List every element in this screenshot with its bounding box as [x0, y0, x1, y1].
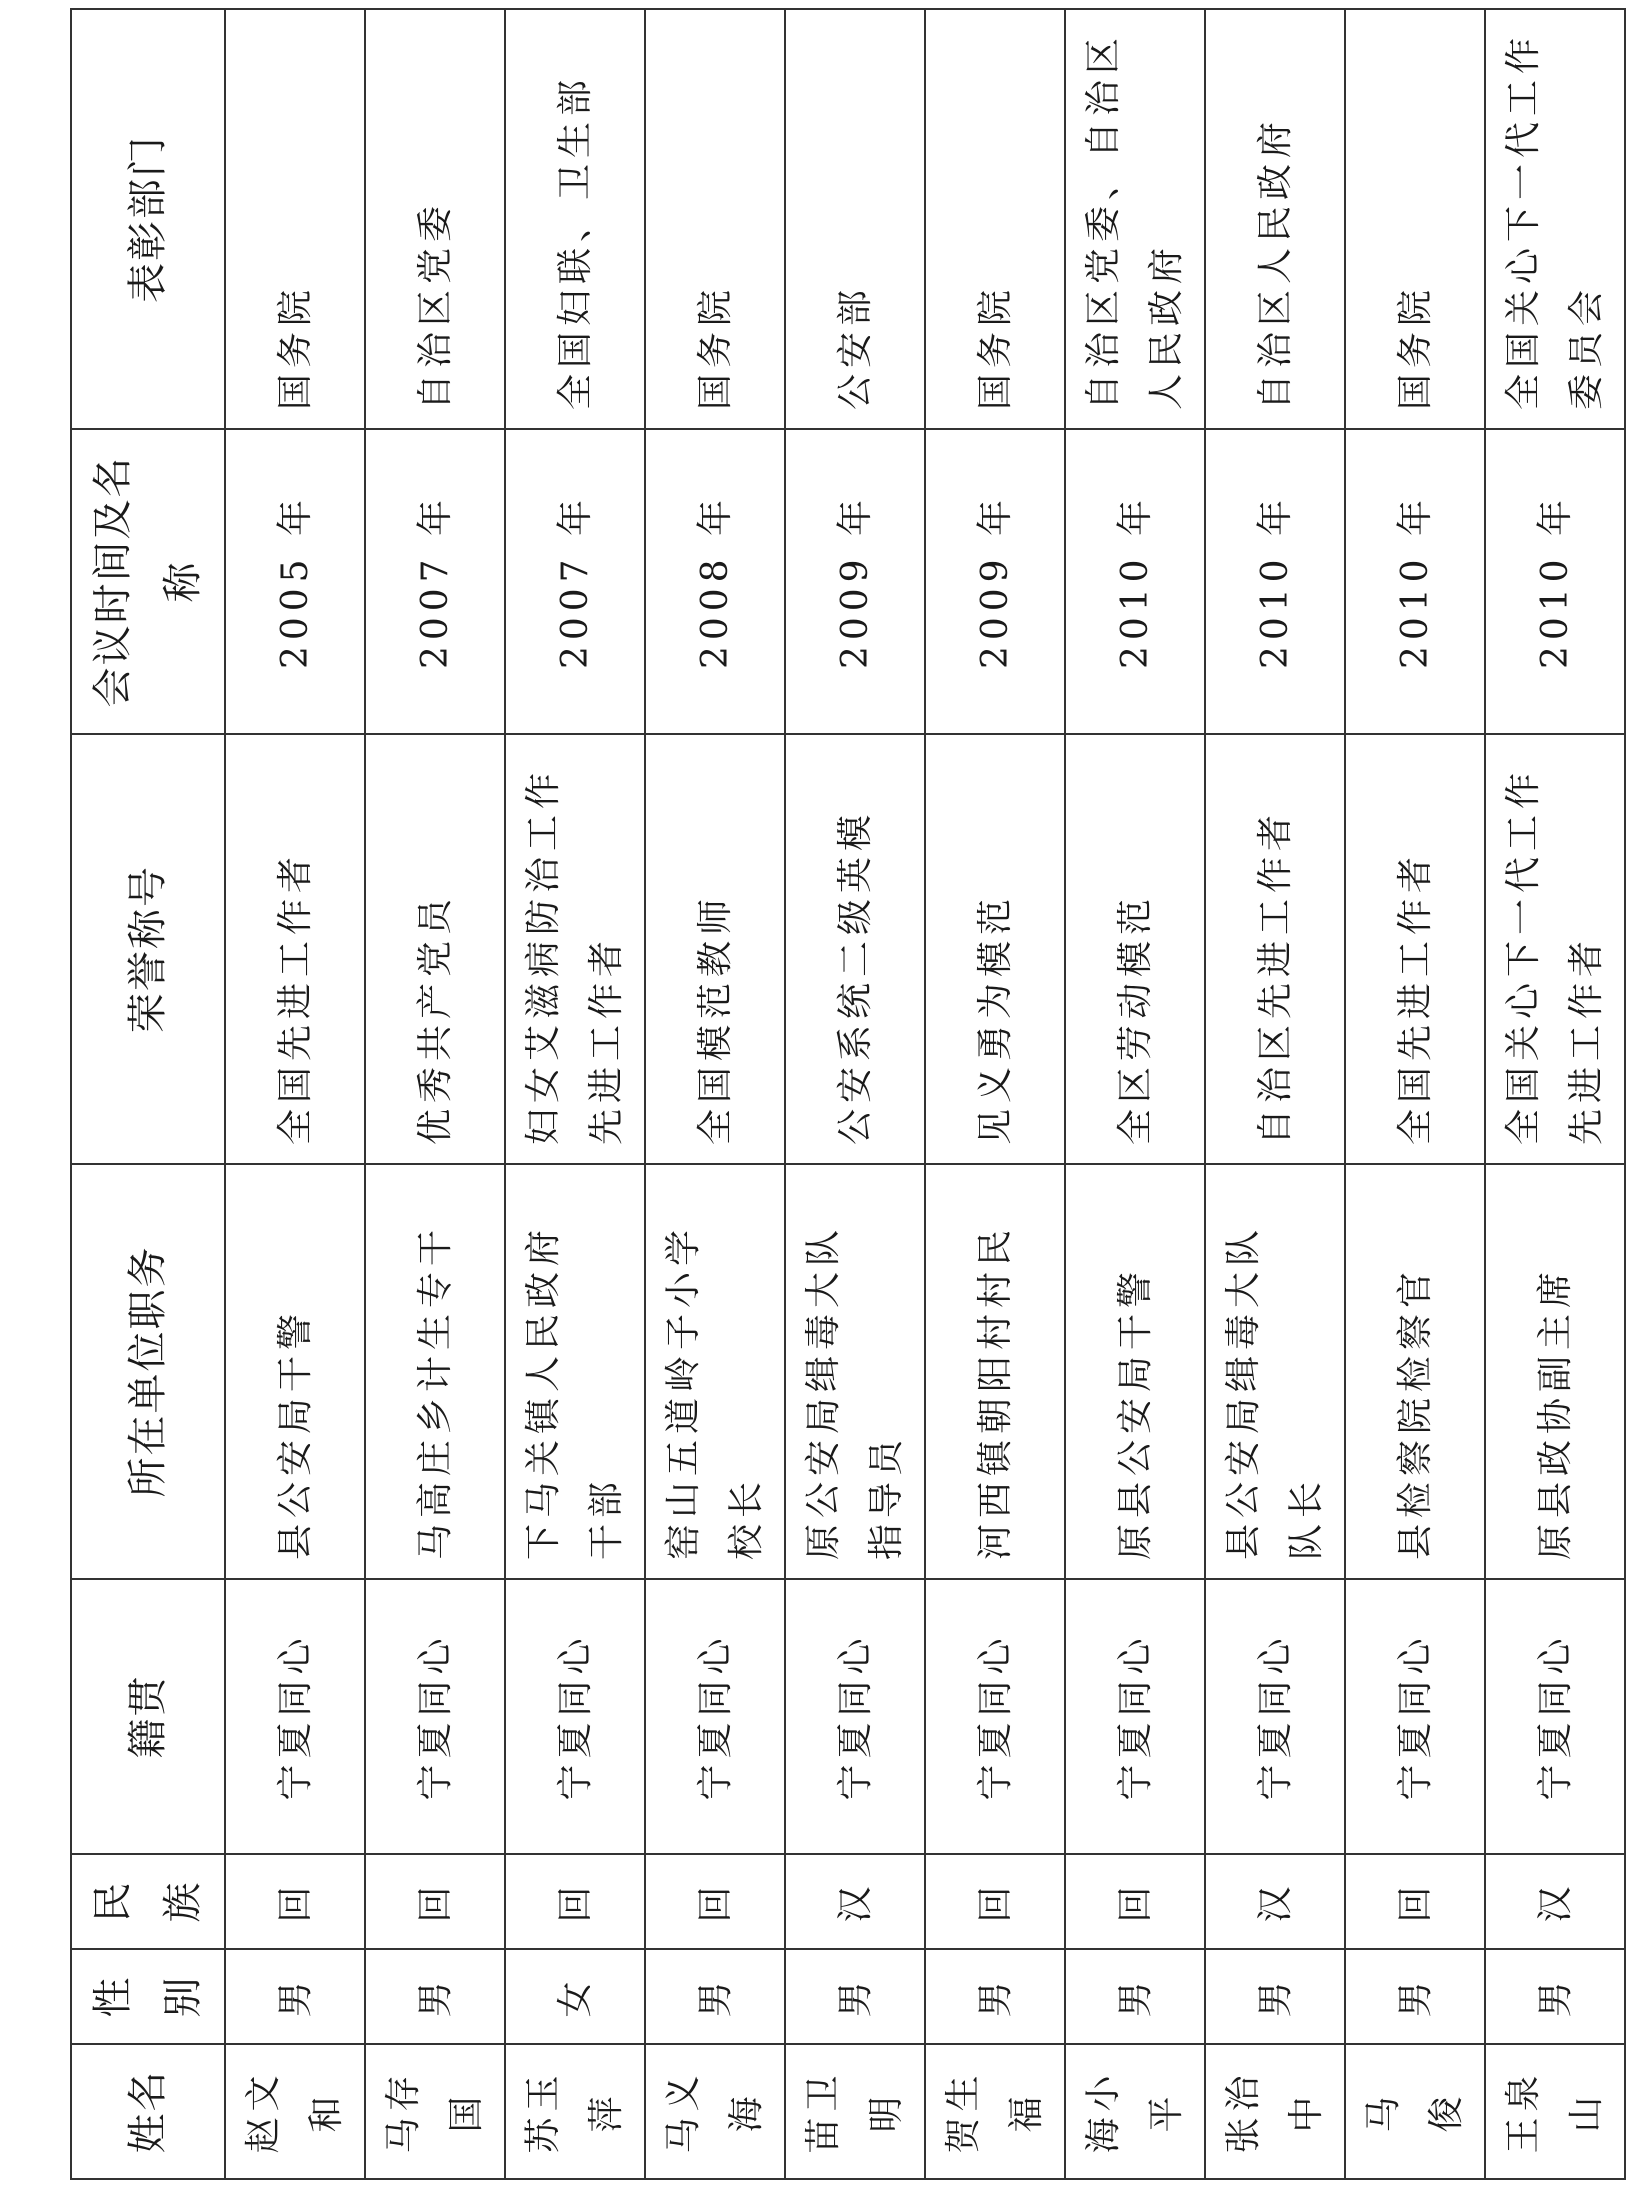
cell-honor: 全区劳动模范 — [1065, 734, 1205, 1164]
table-row — [1065, 9, 1205, 2179]
cell-ethnicity: 汉 — [785, 1854, 925, 1949]
cell-origin: 宁夏同心 — [1485, 1579, 1625, 1854]
table-row — [645, 9, 785, 2179]
cell-honor: 全国先进工作者 — [225, 734, 365, 1164]
header-position: 所在单位职务 — [71, 1164, 225, 1579]
cell-gender: 男 — [1205, 1949, 1345, 2044]
cell-origin: 宁夏同心 — [785, 1579, 925, 1854]
cell-ethnicity: 回 — [645, 1854, 785, 1949]
cell-honor: 全国模范教师 — [645, 734, 785, 1164]
table-row — [365, 9, 505, 2179]
cell-origin: 宁夏同心 — [645, 1579, 785, 1854]
cell-name: 苏玉萍 — [505, 2044, 645, 2179]
cell-position: 下马关镇人民政府干部 — [505, 1164, 645, 1579]
table-row — [925, 9, 1065, 2179]
cell-ethnicity: 回 — [1345, 1854, 1485, 1949]
cell-ethnicity: 回 — [365, 1854, 505, 1949]
cell-position: 原公安局缉毒大队指导员 — [785, 1164, 925, 1579]
cell-meeting: 2007 年 — [505, 429, 645, 734]
cell-honor: 自治区先进工作者 — [1205, 734, 1345, 1164]
cell-meeting: 2010 年 — [1065, 429, 1205, 734]
cell-position: 原县公安局干警 — [1065, 1164, 1205, 1579]
cell-name: 马 俊 — [1345, 2044, 1485, 2179]
cell-origin: 宁夏同心 — [225, 1579, 365, 1854]
table-container — [70, 10, 1607, 2180]
header-ethnicity: 民族 — [71, 1854, 225, 1949]
cell-name: 王泉山 — [1485, 2044, 1625, 2179]
cell-meeting: 2005 年 — [225, 429, 365, 734]
cell-department: 国务院 — [645, 9, 785, 429]
header-origin: 籍贯 — [71, 1579, 225, 1854]
cell-origin: 宁夏同心 — [925, 1579, 1065, 1854]
cell-ethnicity: 汉 — [1205, 1854, 1345, 1949]
cell-gender: 男 — [1345, 1949, 1485, 2044]
cell-ethnicity: 回 — [1065, 1854, 1205, 1949]
table-row — [1485, 9, 1625, 2179]
cell-honor: 优秀共产党员 — [365, 734, 505, 1164]
cell-ethnicity: 回 — [505, 1854, 645, 1949]
cell-department: 国务院 — [1345, 9, 1485, 429]
cell-origin: 宁夏同心 — [365, 1579, 505, 1854]
header-department: 表彰部门 — [71, 9, 225, 429]
cell-department: 全国关心下一代工作委员会 — [1485, 9, 1625, 429]
cell-honor: 妇女艾滋病防治工作先进工作者 — [505, 734, 645, 1164]
cell-position: 窑山五道岭子小学校长 — [645, 1164, 785, 1579]
cell-meeting: 2007 年 — [365, 429, 505, 734]
cell-meeting: 2009 年 — [785, 429, 925, 734]
cell-origin: 宁夏同心 — [1205, 1579, 1345, 1854]
cell-ethnicity: 回 — [225, 1854, 365, 1949]
cell-gender: 男 — [225, 1949, 365, 2044]
cell-department: 国务院 — [225, 9, 365, 429]
cell-department: 公安部 — [785, 9, 925, 429]
cell-position: 河西镇朝阳村村民 — [925, 1164, 1065, 1579]
cell-honor: 见义勇为模范 — [925, 734, 1065, 1164]
cell-department: 自治区党委、自治区人民政府 — [1065, 9, 1205, 429]
table-row — [1345, 9, 1485, 2179]
cell-name: 苗卫明 — [785, 2044, 925, 2179]
cell-honor: 全国先进工作者 — [1345, 734, 1485, 1164]
cell-gender: 女 — [505, 1949, 645, 2044]
cell-gender: 男 — [365, 1949, 505, 2044]
cell-gender: 男 — [785, 1949, 925, 2044]
cell-position: 马高庄乡计生专干 — [365, 1164, 505, 1579]
header-gender: 性别 — [71, 1949, 225, 2044]
cell-meeting: 2010 年 — [1205, 429, 1345, 734]
cell-position: 原县政协副主席 — [1485, 1164, 1625, 1579]
cell-meeting: 2010 年 — [1485, 429, 1625, 734]
header-name: 姓名 — [71, 2044, 225, 2179]
cell-department: 全国妇联、卫生部 — [505, 9, 645, 429]
cell-gender: 男 — [645, 1949, 785, 2044]
cell-ethnicity: 汉 — [1485, 1854, 1625, 1949]
cell-position: 县公安局缉毒大队队长 — [1205, 1164, 1345, 1579]
cell-name: 海小平 — [1065, 2044, 1205, 2179]
cell-gender: 男 — [925, 1949, 1065, 2044]
table-row — [225, 9, 365, 2179]
cell-origin: 宁夏同心 — [1065, 1579, 1205, 1854]
cell-ethnicity: 回 — [925, 1854, 1065, 1949]
cell-name: 马存国 — [365, 2044, 505, 2179]
table-row — [505, 9, 645, 2179]
header-row — [71, 9, 225, 2179]
cell-meeting: 2009 年 — [925, 429, 1065, 734]
cell-name: 赵文和 — [225, 2044, 365, 2179]
header-honor: 荣誉称号 — [71, 734, 225, 1164]
cell-meeting: 2008 年 — [645, 429, 785, 734]
honor-table — [70, 8, 1626, 2180]
cell-origin: 宁夏同心 — [505, 1579, 645, 1854]
cell-gender: 男 — [1065, 1949, 1205, 2044]
cell-meeting: 2010 年 — [1345, 429, 1485, 734]
cell-name: 张治中 — [1205, 2044, 1345, 2179]
cell-name: 贺生福 — [925, 2044, 1065, 2179]
cell-department: 国务院 — [925, 9, 1065, 429]
header-meeting: 会议时间及名称 — [71, 429, 225, 734]
cell-gender: 男 — [1485, 1949, 1625, 2044]
table-row — [1205, 9, 1345, 2179]
cell-department: 自治区人民政府 — [1205, 9, 1345, 429]
cell-honor: 全国关心下一代工作先进工作者 — [1485, 734, 1625, 1164]
cell-name: 马义海 — [645, 2044, 785, 2179]
cell-department: 自治区党委 — [365, 9, 505, 429]
cell-origin: 宁夏同心 — [1345, 1579, 1485, 1854]
cell-honor: 公安系统二级英模 — [785, 734, 925, 1164]
cell-position: 县检察院检察官 — [1345, 1164, 1485, 1579]
cell-position: 县公安局干警 — [225, 1164, 365, 1579]
table-row — [785, 9, 925, 2179]
